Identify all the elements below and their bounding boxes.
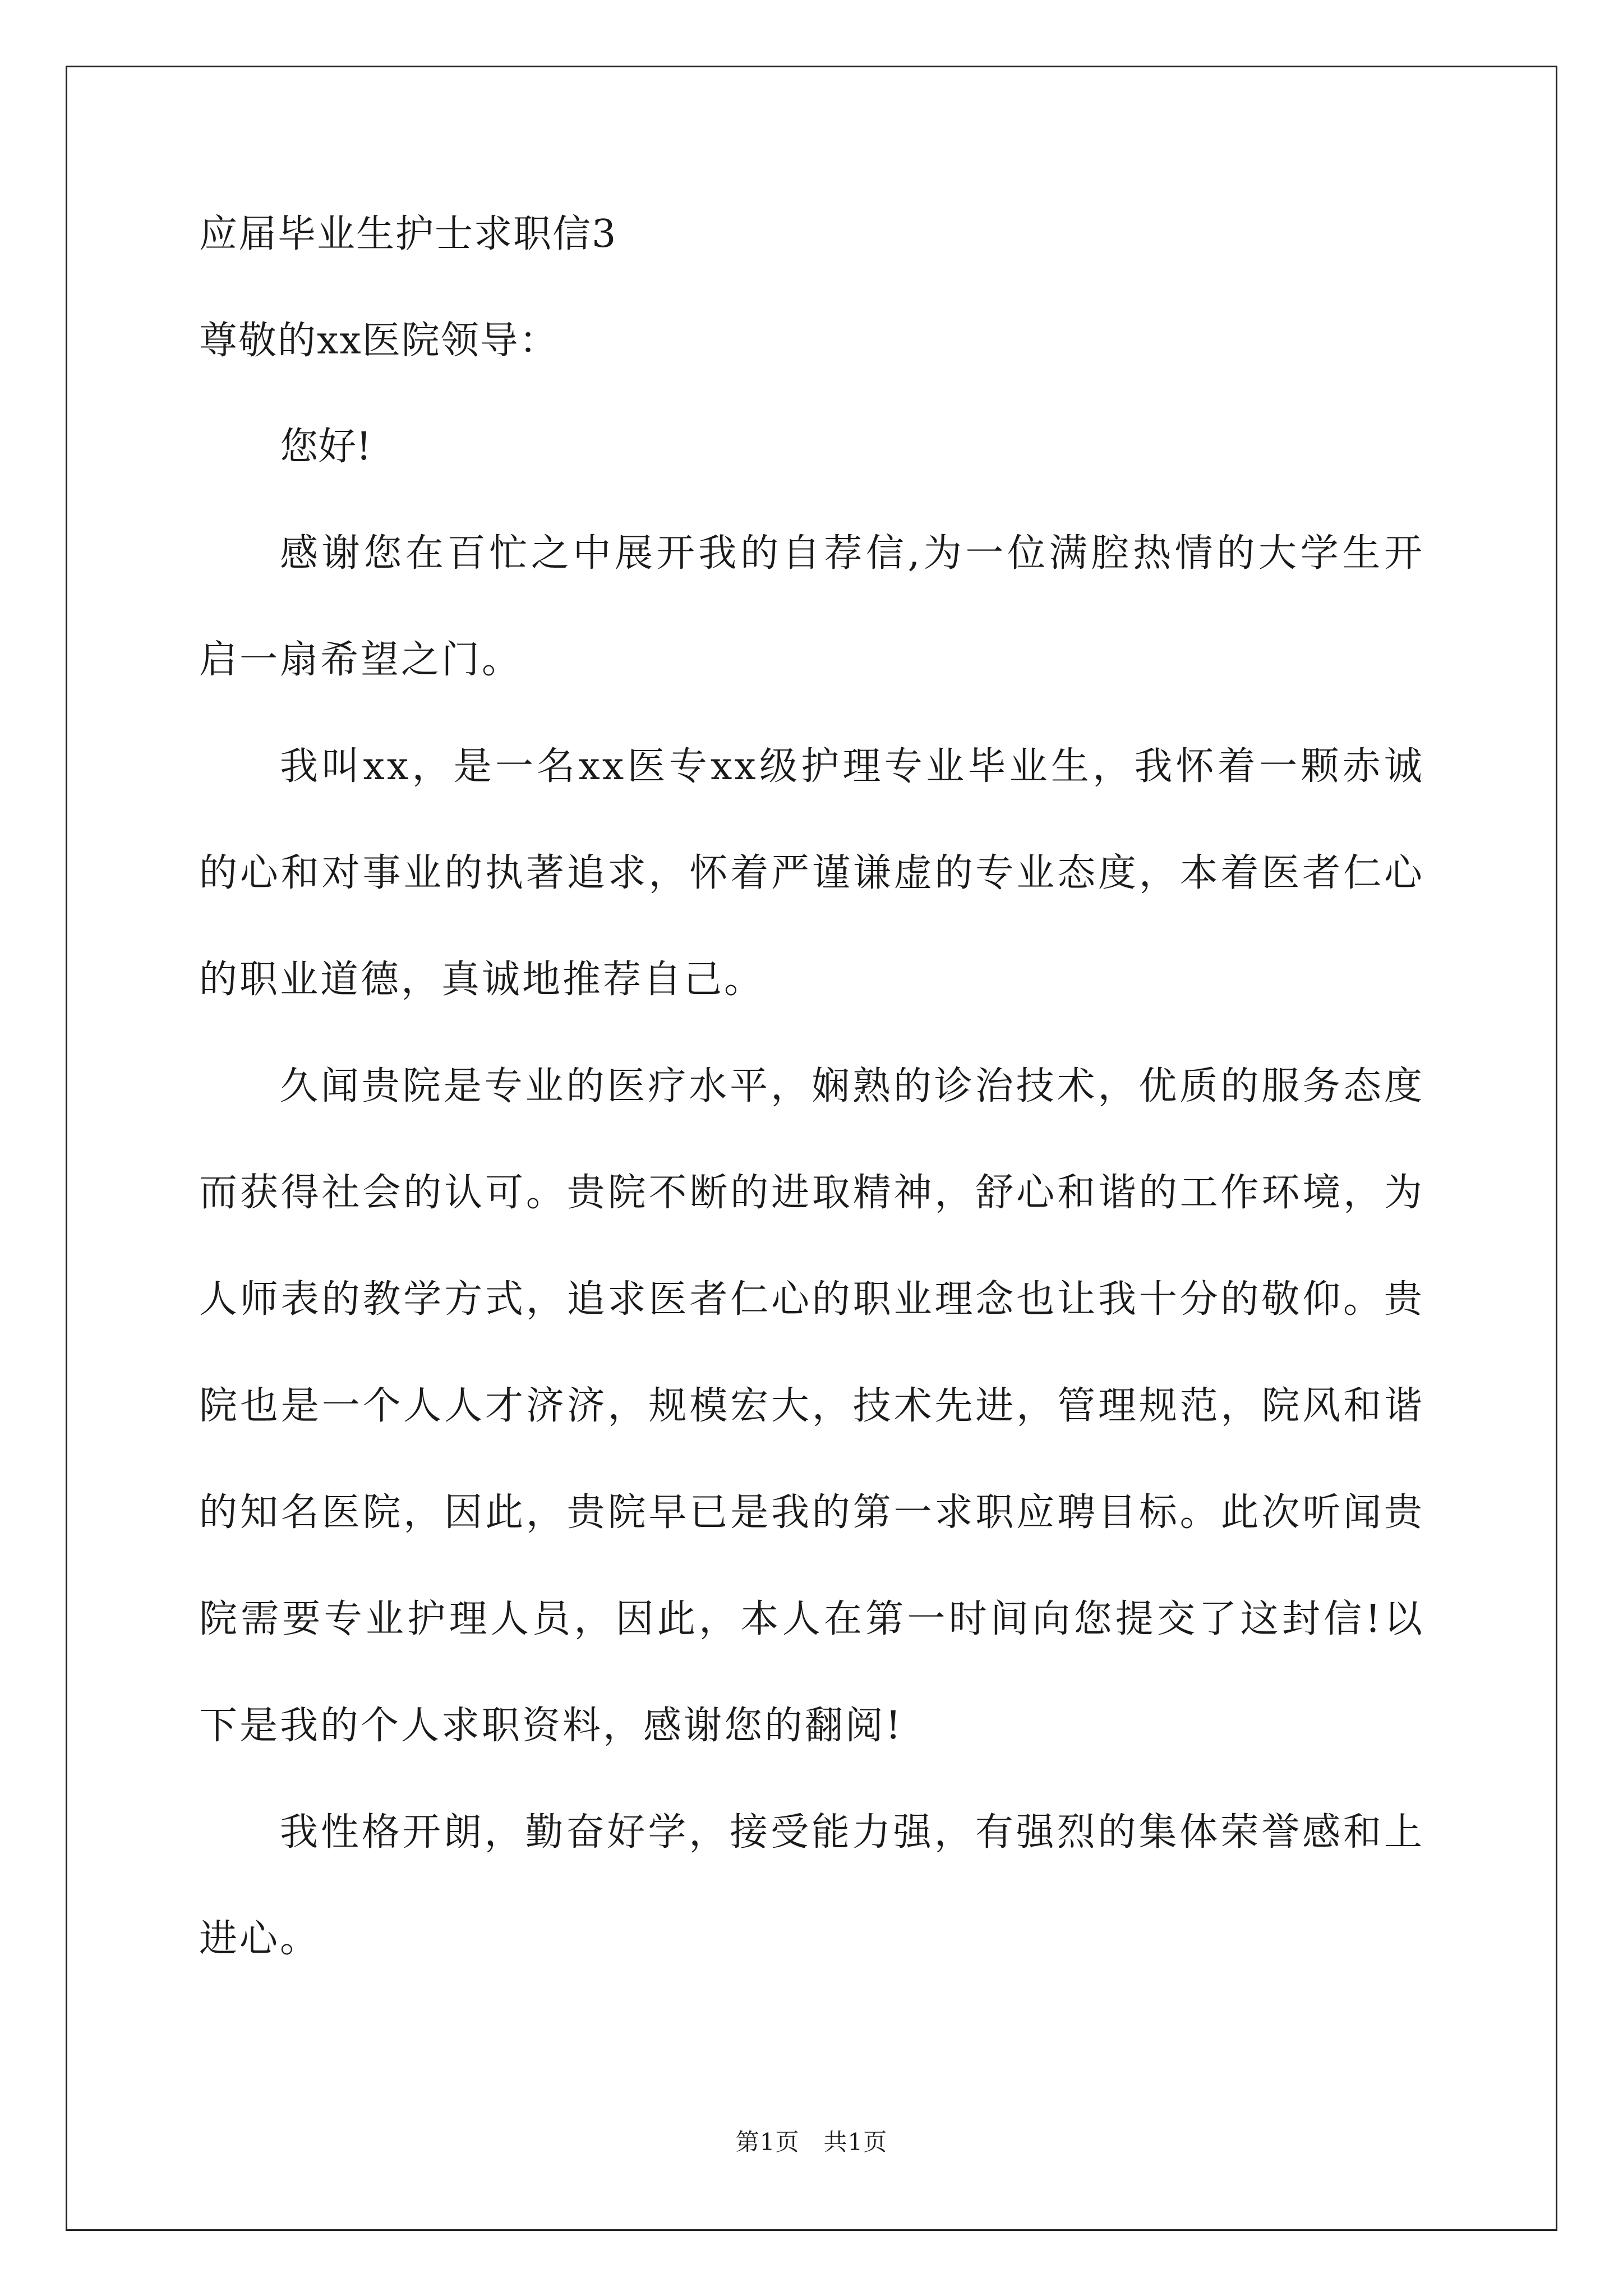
salutation: 尊敬的xx医院领导： bbox=[199, 319, 559, 363]
document-title: 应届毕业生护士求职信3 bbox=[199, 212, 617, 256]
paragraph-personality: 我性格开朗，勤奋好学，接受能力强，有强烈的集体荣誉感和上进心。 bbox=[199, 1810, 1424, 1961]
letter-body bbox=[199, 208, 1424, 1993]
paragraph-hospital-praise: 久闻贵院是专业的医疗水平，娴熟的诊治技术，优质的服务态度而获得社会的认可。贵院不断的进取精神，舒心和谐的工作环境，为人师表的教学方式，追求医者仁心的职业理念也让我十分的敬仰。贵院也是一个人人才济济，规模宏大，技术先进，管理规范，院风和谐的知名医院，因此，贵院早已是我的第一求职应聘目标。此次听闻贵院需要专业护理人员，因此，本人在第一时间向您提交了这封信!以下是我的个人求职资料，感谢您的翻阅! bbox=[199, 1064, 1424, 1748]
paragraph-thanks: 感谢您在百忙之中展开我的自荐信,为一位满腔热情的大学生开启一扇希望之门。 bbox=[199, 531, 1424, 682]
paragraph-introduction: 我叫xx，是一名xx医专xx级护理专业毕业生，我怀着一颗赤诚的心和对事业的执著追求，怀着严谨谦虚的专业态度，本着医者仁心的职业道德，真诚地推荐自己。 bbox=[199, 744, 1424, 1002]
page-footer: 第1页 共1页 bbox=[735, 2128, 888, 2156]
greeting: 您好! bbox=[280, 425, 372, 469]
